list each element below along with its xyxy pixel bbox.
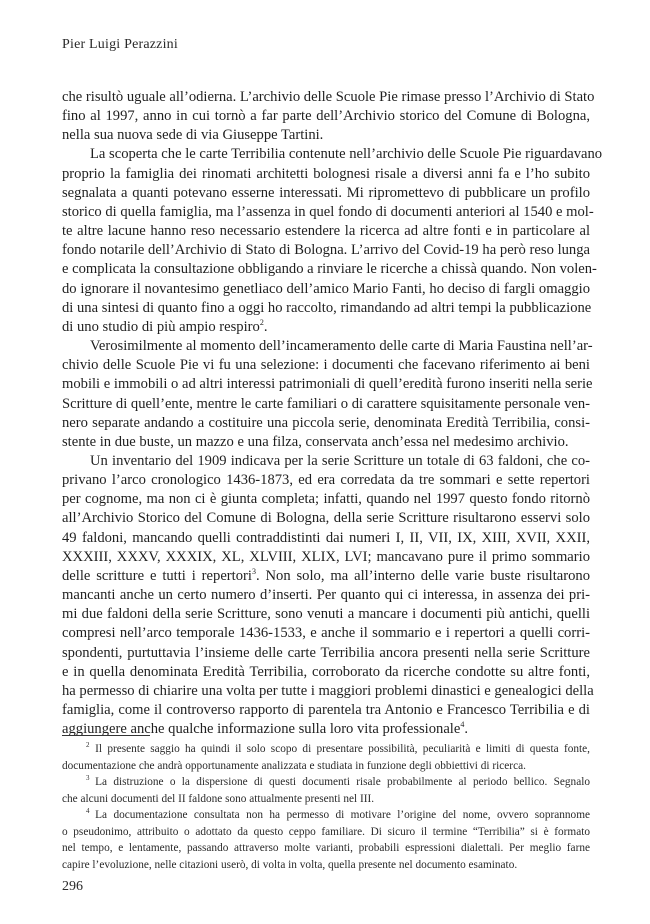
footnote-line xyxy=(62,824,590,841)
text-line: privano l’arco cronologico 1436-1873, ed era corredata da tre sommari e sette repertori xyxy=(62,472,590,489)
running-head: Pier Luigi Perazzini xyxy=(62,37,178,52)
text-line: nero separate andando a costituire una piccola serie, denominata Eredità Terribilia, consi- xyxy=(62,414,590,431)
page-number: 296 xyxy=(62,879,83,894)
text-line: La scoperta che le carte Terribilia contenute nell’archivio delle Scuole Pie riguardavano xyxy=(90,146,603,163)
text-line: e in quella denominata Eredità Terribilia, corroborato da ricerche condotte su altre fonti, xyxy=(62,663,590,680)
body-text xyxy=(62,88,603,739)
text-line: all’Archivio Storico del Comune di Bologna, della serie Scritture risultarono esservi solo xyxy=(62,510,590,527)
text-line: spondenti, purtuttavia l’insieme delle carte Terribilia ancora presenti nella serie Scritture xyxy=(62,644,590,661)
body-paragraph xyxy=(62,337,593,452)
text-line: di uno studio di più ampio respiro$^2$. xyxy=(62,318,268,335)
footnote-ref[interactable]: 2 xyxy=(259,318,264,328)
text-line: do ignorare il novantesimo genetliaco dell’amico Mario Fanti, ho deciso di fargli omaggio xyxy=(62,280,590,297)
footnote-line xyxy=(62,857,590,874)
footnote-number: 3 xyxy=(86,774,90,783)
text-line: stente in due buste, un mazzo e una filza, conservata anch’essa nel medesimo archivio. xyxy=(62,433,569,450)
text-line: per cognome, ma non ci è giunta completa; infatti, quando nel 1997 questo fondo ritornò xyxy=(62,491,590,508)
footnote-text: La distruzione o la dispersione di questi documenti risale probabilmente al periodo bellico. Segnalo xyxy=(95,776,590,788)
text-line: fino al 1997, anno in cui tornò a far parte dell’Archivio storico del Comune di Bologna, xyxy=(62,108,590,125)
footnote-text: che alcuni documenti del II faldone sono attualmente presenti nel III. xyxy=(62,792,375,805)
footnote-number: 4 xyxy=(86,807,90,816)
text-line: 49 faldoni, mancando quelli contraddistinti dai numeri I, II, VII, IX, XIII, XVII, XXII, xyxy=(62,529,590,546)
text-line: XXXIII, XXXV, XXXIX, XL, XLVIII, XLIX, LVI; mancavano pure il primo sommario xyxy=(62,548,590,565)
body-paragraph xyxy=(62,452,594,739)
footnote-ref[interactable]: 4 xyxy=(460,720,465,730)
body-paragraph xyxy=(62,145,603,337)
text-line: mobili e immobili o ad altri interessi patrimoniali di quell’eredità furono inseriti nella serie xyxy=(62,376,593,393)
footnote-line xyxy=(62,791,590,808)
text-line: Un inventario del 1909 indicava per la serie Scritture un totale di 63 faldoni, che co- xyxy=(90,452,590,469)
text-line: Verosimilmente al momento dell’incameramento delle carte di Maria Faustina nell’ar- xyxy=(90,338,593,355)
text-line: mancanti anche un certo numero d’inserti. Per quanto qui ci interessa, in assenza dei pri- xyxy=(62,587,590,604)
text-line: fondo notarile dell’Archivio di Stato di Bologna. L’arrivo del Covid-19 ha però reso lunga xyxy=(62,242,590,259)
text-line: segnalata a quanti potevano esserne interessati. Mi ripromettevo di pubblicare un profilo xyxy=(62,184,590,201)
text-line: di una sintesi di quanto fino a oggi ho raccolto, rimandando ad altri tempi la pubblicazione xyxy=(62,299,592,316)
text-line: compresi nell’arco temporale 1436-1533, e anche il sommario e i repertori a quelli corri- xyxy=(62,625,590,642)
text-line: famiglia, come il controverso rapporto di parentela tra Antonio e Francesco Terribilia e di xyxy=(62,702,590,718)
footnote xyxy=(62,741,590,774)
text-line: nella sua nuova sede di via Giuseppe Tartini. xyxy=(62,127,324,144)
footnote-line xyxy=(62,840,590,857)
text-line: delle scritture e tutti i repertori$^3$. Non solo, ma all’interno delle varie buste risultarono xyxy=(62,567,591,584)
footnote-text: capire l’evoluzione, nelle citazioni userò, di volta in volta, quella presente nel documento esaminato. xyxy=(62,858,518,871)
text-line: ha permesso di chiarire una volta per tutte i maggiori problemi dinastici e genealogici della xyxy=(62,682,594,699)
footnote xyxy=(62,774,590,807)
text-line: te altre lacune hanno reso necessario estendere la ricerca ad altre fonti e in particolare al xyxy=(62,223,590,240)
footnote-text: nel tempo, e lentamente, passando attraverso molte varianti, probabili espressioni dialettali. Per meglio farne xyxy=(62,842,590,854)
footnote-text: La documentazione consultata non ha permesso di motivare l’origine del nome, ovvero soprannome xyxy=(95,809,590,821)
footnote-text: o pseudonimo, attribuito o adottato da questo ceppo familiare. Di sicuro il termine “Terribilia” si è formato xyxy=(62,825,590,838)
text-line: chivio delle Scuole Pie vi fu una selezione: i documenti che facevano riferimento ai beni xyxy=(62,357,590,374)
footnotes xyxy=(62,741,590,873)
footnote-text: Il presente saggio ha quindi il solo scopo di presentare possibilità, peculiarità e limiti di questa fonte, xyxy=(95,743,590,755)
footnote-separator xyxy=(62,735,150,736)
footnote-number: 2 xyxy=(86,741,90,750)
footnote xyxy=(62,807,590,873)
text-line: mi due faldoni della serie Scritture, sono venuti a mancare i documenti più antichi, quelli xyxy=(62,606,590,623)
text-line: storico di quella famiglia, ma l’assenza in quel fondo di documenti anteriori al 1540 e mol- xyxy=(62,203,594,220)
text-line: Scritture di quell’ente, mentre le carte familiari o di carattere squisitamente personale ven- xyxy=(62,395,590,412)
footnote-line xyxy=(62,741,590,758)
body-paragraph xyxy=(62,88,595,145)
text-line: aggiungere anche qualche informazione sulla loro vita professionale$^4$. xyxy=(62,720,468,738)
footnote-line xyxy=(62,758,590,775)
footnote-line xyxy=(62,807,590,824)
text-line: che risultò uguale all’odierna. L’archivio delle Scuole Pie rimase presso l’Archivio di Stato xyxy=(62,89,595,105)
footnote-ref[interactable]: 3 xyxy=(251,567,256,577)
footnote-line xyxy=(62,774,590,791)
text-line: proprio la famiglia dei rinomati architetti bolognesi risale a diversi anni fa e l’ho subito xyxy=(62,165,590,182)
footnote-text: documentazione che andrà opportunamente analizzata e studiata in funzione degli obbiettivi di ricerca. xyxy=(62,759,526,772)
text-line: e complicata la consultazione obbligando a rinviare le ricerche a chissà quando. Non volen- xyxy=(62,261,597,278)
